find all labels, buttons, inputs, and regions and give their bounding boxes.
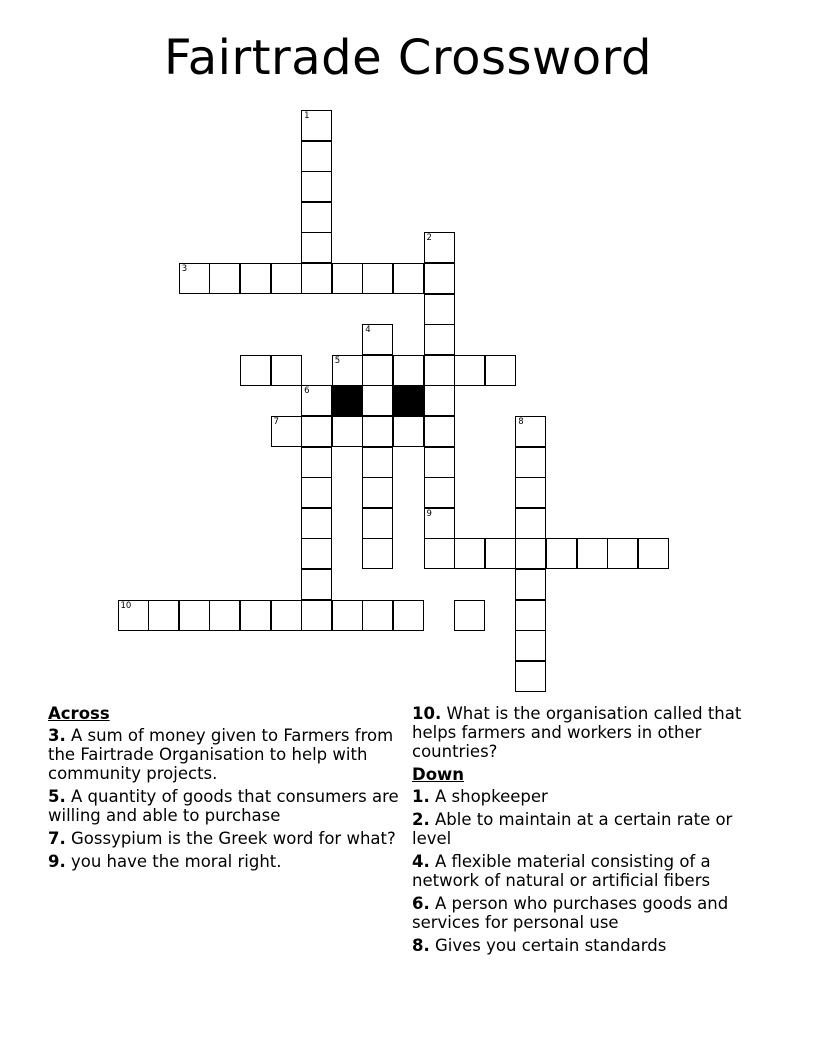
crossword-cell[interactable] bbox=[454, 538, 485, 569]
cell-number: 3 bbox=[181, 264, 188, 274]
cell-number: 9 bbox=[426, 508, 432, 519]
crossword-cell[interactable] bbox=[424, 416, 455, 447]
cell-number: 1 bbox=[304, 111, 310, 121]
clue-number: 10. bbox=[412, 704, 442, 723]
crossword-cell[interactable] bbox=[393, 263, 424, 294]
black-cell bbox=[332, 385, 363, 416]
crossword-cell[interactable] bbox=[424, 355, 455, 386]
clue-text: A person who purchases goods and services for personal use bbox=[412, 894, 729, 932]
crossword-cell[interactable] bbox=[424, 508, 455, 539]
crossword-cell[interactable] bbox=[515, 477, 546, 508]
crossword-cell[interactable] bbox=[301, 508, 332, 539]
crossword-cell[interactable] bbox=[209, 600, 240, 631]
crossword-cell[interactable] bbox=[362, 416, 393, 447]
crossword-cell[interactable] bbox=[240, 600, 271, 631]
crossword-cell[interactable] bbox=[515, 538, 546, 569]
crossword-cell[interactable] bbox=[362, 600, 393, 631]
crossword-cell[interactable] bbox=[301, 110, 332, 141]
crossword-cell[interactable] bbox=[362, 324, 393, 355]
cell-number: 6 bbox=[304, 386, 310, 397]
crossword-cell[interactable] bbox=[271, 263, 302, 294]
crossword-cell[interactable] bbox=[424, 538, 455, 569]
crossword-cell[interactable] bbox=[393, 416, 424, 447]
page-title: Fairtrade Crossword bbox=[164, 30, 652, 86]
crossword-cell[interactable] bbox=[332, 355, 363, 386]
crossword-cell[interactable] bbox=[515, 416, 546, 447]
crossword-cell[interactable] bbox=[271, 416, 302, 447]
crossword-cell[interactable] bbox=[424, 263, 455, 294]
clue-text: A sum of money given to Farmers from the Fairtrade Organisation to help with community projects. bbox=[48, 726, 394, 783]
crossword-cell[interactable] bbox=[393, 355, 424, 386]
crossword-cell[interactable] bbox=[332, 416, 363, 447]
crossword-cell[interactable] bbox=[271, 600, 302, 631]
crossword-cell[interactable] bbox=[515, 447, 546, 478]
crossword-cell[interactable] bbox=[424, 232, 455, 263]
crossword-cell[interactable] bbox=[332, 600, 363, 631]
crossword-cell[interactable] bbox=[301, 447, 332, 478]
clue-down-6 bbox=[412, 894, 772, 932]
clue-down-8 bbox=[412, 936, 772, 955]
crossword-cell[interactable] bbox=[240, 263, 271, 294]
crossword-cell[interactable] bbox=[118, 600, 149, 631]
clue-across-9 bbox=[48, 852, 408, 871]
cell-number: 7 bbox=[273, 417, 279, 427]
crossword-cell[interactable] bbox=[607, 538, 638, 569]
cell-number: 5 bbox=[334, 355, 341, 366]
crossword-cell[interactable] bbox=[301, 171, 332, 202]
clue-number: 3. bbox=[48, 726, 66, 745]
clue-text: A shopkeeper bbox=[435, 787, 548, 806]
crossword-cell[interactable] bbox=[424, 477, 455, 508]
clue-down-2 bbox=[412, 810, 772, 848]
clue-text: A quantity of goods that consumers are willing and able to purchase bbox=[48, 787, 399, 825]
clue-number: 9. bbox=[48, 852, 66, 871]
clue-text: you have the moral right. bbox=[71, 852, 282, 871]
crossword-cell[interactable] bbox=[362, 447, 393, 478]
crossword-cell[interactable] bbox=[332, 263, 363, 294]
crossword-cell[interactable] bbox=[301, 569, 332, 600]
clue-number: 2. bbox=[412, 810, 430, 829]
down-heading: Down bbox=[412, 765, 465, 784]
clue-number: 1. bbox=[412, 787, 430, 806]
crossword-cell[interactable] bbox=[301, 263, 332, 294]
crossword-cell[interactable] bbox=[515, 569, 546, 600]
crossword-cell[interactable] bbox=[301, 141, 332, 172]
clue-text: Gossypium is the Greek word for what? bbox=[71, 829, 396, 848]
cell-number: 8 bbox=[518, 417, 524, 427]
clue-down-4 bbox=[412, 852, 772, 890]
crossword-cell[interactable] bbox=[362, 477, 393, 508]
crossword-cell[interactable] bbox=[179, 263, 210, 294]
crossword-cell[interactable] bbox=[301, 477, 332, 508]
clues-right-column bbox=[412, 704, 772, 959]
clue-number: 7. bbox=[48, 829, 66, 848]
cell-number: 4 bbox=[365, 325, 371, 336]
crossword-cell[interactable] bbox=[209, 263, 240, 294]
black-cell bbox=[393, 385, 424, 416]
clue-across-7 bbox=[48, 829, 408, 848]
crossword-cell[interactable] bbox=[301, 385, 332, 416]
crossword-cell[interactable] bbox=[148, 600, 179, 631]
crossword-cell[interactable] bbox=[301, 202, 332, 233]
clue-across-10 bbox=[412, 704, 772, 761]
crossword-cell[interactable] bbox=[577, 538, 608, 569]
clue-across-5 bbox=[48, 787, 408, 825]
crossword-cell[interactable] bbox=[362, 538, 393, 569]
cell-number: 2 bbox=[426, 233, 432, 244]
crossword-cell[interactable] bbox=[301, 232, 332, 263]
crossword-cell[interactable] bbox=[271, 355, 302, 386]
clues-left-column bbox=[48, 704, 408, 875]
crossword-cell[interactable] bbox=[393, 600, 424, 631]
clue-across-3 bbox=[48, 726, 408, 783]
clue-down-1 bbox=[412, 787, 772, 806]
crossword-cell[interactable] bbox=[546, 538, 577, 569]
clue-text: What is the organisation called that helps farmers and workers in other countries? bbox=[412, 704, 742, 761]
crossword-cell[interactable] bbox=[638, 538, 669, 569]
cell-number: 10 bbox=[120, 600, 132, 611]
crossword-cell[interactable] bbox=[301, 416, 332, 447]
crossword-cell[interactable] bbox=[454, 355, 485, 386]
clue-number: 8. bbox=[412, 936, 430, 955]
crossword-cell[interactable] bbox=[362, 263, 393, 294]
clue-number: 5. bbox=[48, 787, 66, 806]
clue-text: Able to maintain at a certain rate or level bbox=[412, 810, 733, 848]
crossword-cell[interactable] bbox=[515, 600, 546, 631]
clue-text: Gives you certain standards bbox=[435, 936, 667, 955]
crossword-cell[interactable] bbox=[179, 600, 210, 631]
crossword-cell[interactable] bbox=[515, 630, 546, 661]
crossword-cell[interactable] bbox=[454, 600, 485, 631]
crossword-cell[interactable] bbox=[424, 324, 455, 355]
crossword-cell[interactable] bbox=[515, 661, 546, 692]
crossword-cell[interactable] bbox=[301, 538, 332, 569]
crossword-cell[interactable] bbox=[485, 538, 516, 569]
crossword-cell[interactable] bbox=[485, 355, 516, 386]
clue-number: 6. bbox=[412, 894, 430, 913]
crossword-cell[interactable] bbox=[424, 385, 455, 416]
crossword-cell[interactable] bbox=[424, 294, 455, 325]
crossword-cell[interactable] bbox=[362, 385, 393, 416]
crossword-cell[interactable] bbox=[424, 447, 455, 478]
crossword-cell[interactable] bbox=[515, 508, 546, 539]
clue-number: 4. bbox=[412, 852, 430, 871]
crossword-cell[interactable] bbox=[362, 508, 393, 539]
crossword-cell[interactable] bbox=[240, 355, 271, 386]
clue-text: A flexible material consisting of a network of natural or artificial fibers bbox=[412, 852, 711, 890]
across-heading: Across bbox=[48, 704, 110, 723]
crossword-cell[interactable] bbox=[362, 355, 393, 386]
crossword-cell[interactable] bbox=[301, 600, 332, 631]
